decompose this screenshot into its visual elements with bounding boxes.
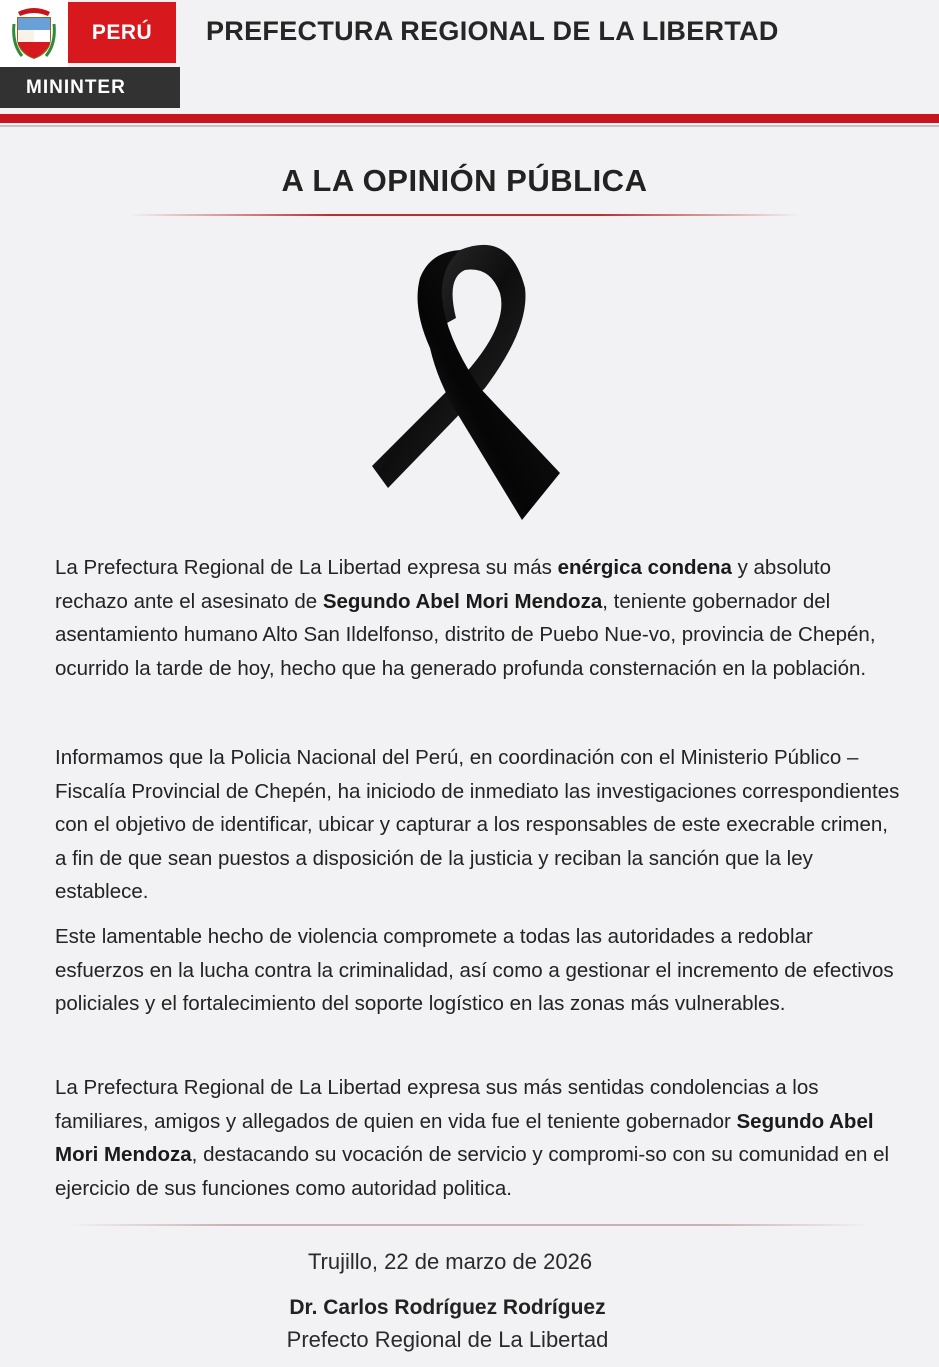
paragraph-condemnation [55, 551, 905, 685]
heading-underline [130, 214, 800, 216]
peru-coat-of-arms-icon [12, 4, 56, 62]
victim-name: Segundo Abel Mori Mendoza [55, 1109, 874, 1166]
place-date: Trujillo, 22 de marzo de 2026 [307, 1249, 593, 1274]
document-heading: A LA OPINIÓN PÚBLICA [281, 163, 648, 198]
paragraph-commitment: Este lamentable hecho de violencia compromete a todas las autoridades a redoblar esfuerzos en la lucha contra la criminalidad, así como a gestionar el incremento de efectivos policiales y el fortalecimiento del soporte logístico en las zonas más vulnerables. [55, 925, 894, 1015]
paragraph-text: La Prefectura Regional de La Libertad expresa su más [55, 556, 558, 579]
paragraph-text: La Prefectura Regional de La Libertad expresa sus más sentidas condolencias a los familiares, amigos y allegados de quien en vida fue el teniente gobernador [55, 1076, 819, 1133]
signer-title: Prefecto Regional de La Libertad [286, 1327, 609, 1352]
paragraph-text: , destacando su vocación de servicio y compromi-so con su comunidad en el ejercicio de sus funciones como autoridad politica. [55, 1143, 890, 1200]
mininter-badge: MININTER [0, 67, 180, 108]
victim-name: Segundo Abel Mori Mendoza [322, 589, 603, 613]
paragraph-text: , teniente gobernador del asentamiento humano Alto San Ildelfonso, distrito de Puebo Nue-vo, provincia de Chepén, ocurrido la tarde de hoy, hecho que ha generado profunda consternación en la población. [55, 589, 876, 680]
header-divider [0, 125, 939, 127]
paragraph-text: y absoluto rechazo ante el asesinato de [55, 556, 832, 613]
header [0, 0, 939, 120]
header-red-bar [0, 114, 939, 123]
black-mourning-ribbon-icon [360, 238, 570, 528]
bold-text: enérgica condena [557, 556, 732, 579]
peru-badge: PERÚ [68, 2, 176, 63]
paragraph-investigation: Informamos que la Policia Nacional del Perú, en coordinación con el Ministerio Público – Fiscalía Provincial de Chepén, ha iniciodo de inmediato las investigaciones correspondientes con el objetivo de identificar, ubicar y capturar a los responsables de este execrable crimen, a fin de que sean puestos a disposición de la justicia y reciban la sanción que la ley establece. [55, 746, 900, 903]
crest-container [0, 0, 68, 67]
signer-name: Dr. Carlos Rodríguez Rodríguez [289, 1296, 606, 1319]
footer-divider [70, 1224, 870, 1226]
organization-title: PREFECTURA REGIONAL DE LA LIBERTAD [206, 16, 779, 46]
paragraph-condolences [55, 1071, 905, 1205]
